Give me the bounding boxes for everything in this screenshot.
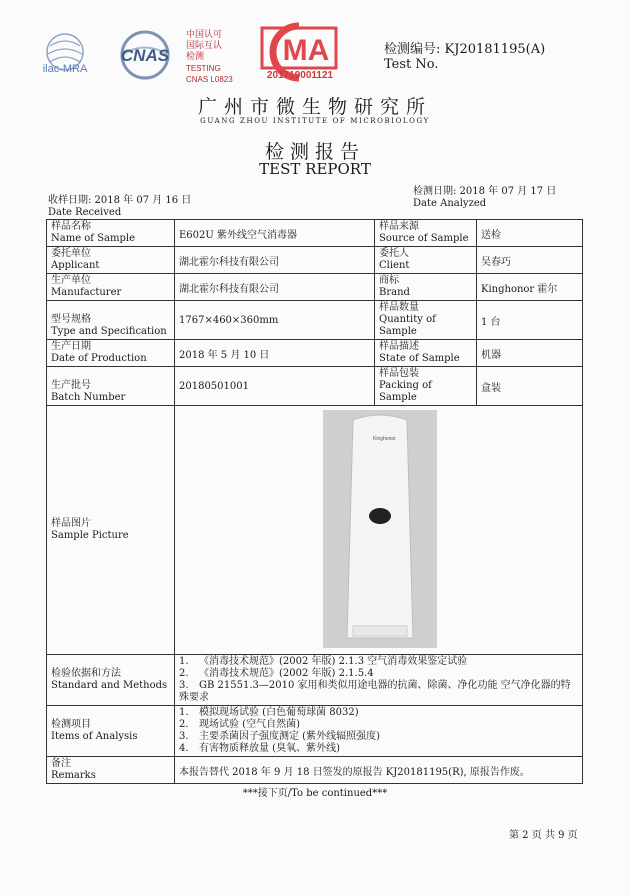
field-label: 委托人 Client (375, 247, 477, 274)
field-label: 委托单位 Applicant (47, 247, 175, 274)
field-value: 吴春巧 (477, 247, 583, 274)
list-item: 3. 主要杀菌因子强度测定 (紫外线辐照强度) (179, 731, 380, 742)
table-row (47, 220, 583, 247)
items-list-cell (175, 706, 583, 757)
standards-label: 检验依据和方法 Standard and Methods (47, 655, 175, 706)
table-row (47, 274, 583, 301)
table-row (47, 655, 583, 706)
institute-name: 广州市微生物研究所 (197, 96, 432, 118)
table-row (47, 247, 583, 274)
list-item: 2. 现场试验 (空气自然菌) (179, 719, 300, 730)
field-label: 生产日期 Date of Production (47, 340, 175, 367)
table-row (47, 406, 583, 655)
recognition-text (186, 30, 233, 85)
field-label: 样品描述 State of Sample (375, 340, 477, 367)
field-value: 湖北霍尔科技有限公司 (175, 247, 375, 274)
sample-picture-cell (175, 406, 583, 655)
field-label: 样品包装 Packing of Sample (375, 367, 477, 406)
sample-photo (323, 410, 437, 648)
field-value: Kinghonor 霍尔 (477, 274, 583, 301)
cma-number: 201719001121 (266, 70, 334, 81)
cnas-logo (108, 30, 182, 80)
field-value: 送检 (477, 220, 583, 247)
list-item: 1. 《消毒技术规范》(2002 年版) 2.1.3 空气消毒效果鉴定试验 (179, 656, 468, 667)
continued-note: ***接下页/To be continued*** (242, 788, 388, 799)
items-label: 检测项目 Items of Analysis (47, 706, 175, 757)
field-value: 1 台 (477, 301, 583, 340)
report-title: 检测报告 (264, 141, 365, 163)
report-number (384, 38, 545, 57)
date-received-cn: 收样日期: 2018 年 07 月 16 日 (48, 195, 192, 206)
institute-name-en: GUANG ZHOU INSTITUTE OF MICROBIOLOGY (200, 117, 430, 125)
svg-text:Kinghonor: Kinghonor (373, 436, 396, 442)
recog-line: CNAS L0823 (186, 75, 233, 84)
recog-line: TESTING (186, 64, 221, 73)
field-value: 2018 年 5 月 10 日 (175, 340, 375, 367)
ilac-mra-logo (30, 32, 100, 76)
field-label: 生产批号 Batch Number (47, 367, 175, 406)
report-title-en: TEST REPORT (259, 160, 371, 178)
recog-line: 国际互认 (186, 41, 223, 51)
date-received (48, 195, 191, 219)
items-list (179, 707, 578, 755)
field-value: 湖北霍尔科技有限公司 (175, 274, 375, 301)
list-item: 1. 模拟现场试验 (白色葡萄球菌 8032) (179, 707, 359, 718)
list-item: 2. 《消毒技术规范》(2002 年版) 2.1.5.4 (179, 668, 374, 679)
report-no-value: KJ20181195(A) (444, 42, 546, 57)
svg-text:CNAS: CNAS (120, 46, 170, 65)
svg-text:ilac-MRA: ilac-MRA (42, 63, 88, 75)
remarks-value: 本报告替代 2018 年 9 月 18 日签发的原报告 KJ20181195(R), 原报告作废。 (175, 757, 583, 784)
remarks-label: 备注 Remarks (47, 757, 175, 784)
recog-line: 检测 (186, 52, 205, 62)
standards-list-cell (175, 655, 583, 706)
field-label: 商标 Brand (375, 274, 477, 301)
date-analyzed-en: Date Analyzed (413, 198, 487, 209)
recog-line: 中国认可 (186, 30, 223, 40)
field-label: 样品数量 Quantity of Sample (375, 301, 477, 340)
field-value: 盒装 (477, 367, 583, 406)
field-value: 机器 (477, 340, 583, 367)
standards-list (179, 656, 578, 704)
field-label: 样品名称 Name of Sample (47, 220, 175, 247)
test-no-label: Test No. (384, 57, 439, 72)
field-label: 样品来源 Source of Sample (375, 220, 477, 247)
field-label: 型号规格 Type and Specification (47, 301, 175, 340)
table-row (47, 301, 583, 340)
date-analyzed (413, 186, 556, 210)
date-analyzed-cn: 检测日期: 2018 年 07 月 17 日 (413, 186, 557, 197)
field-label: 生产单位 Manufacturer (47, 274, 175, 301)
list-item: 3. GB 21551.3—2010 家用和类似用途电器的抗菌、除菌、净化功能 空气净化器的特殊要求 (179, 680, 571, 703)
report-table (46, 219, 583, 784)
list-item: 4. 有害物质释放量 (臭氧、紫外线) (179, 743, 340, 754)
table-row (47, 340, 583, 367)
svg-text:MA: MA (282, 34, 330, 67)
table-row (47, 757, 583, 784)
table-row (47, 367, 583, 406)
table-row (47, 706, 583, 757)
report-no-label: 检测编号: (384, 42, 441, 57)
date-received-en: Date Received (48, 207, 122, 218)
field-value: E602U 紫外线空气消毒器 (175, 220, 375, 247)
sample-picture-label: 样品图片 Sample Picture (47, 406, 175, 655)
page-number: 第 2 页 共 9 页 (509, 830, 578, 841)
field-value: 20180501001 (175, 367, 375, 406)
field-value: 1767×460×360mm (175, 301, 375, 340)
